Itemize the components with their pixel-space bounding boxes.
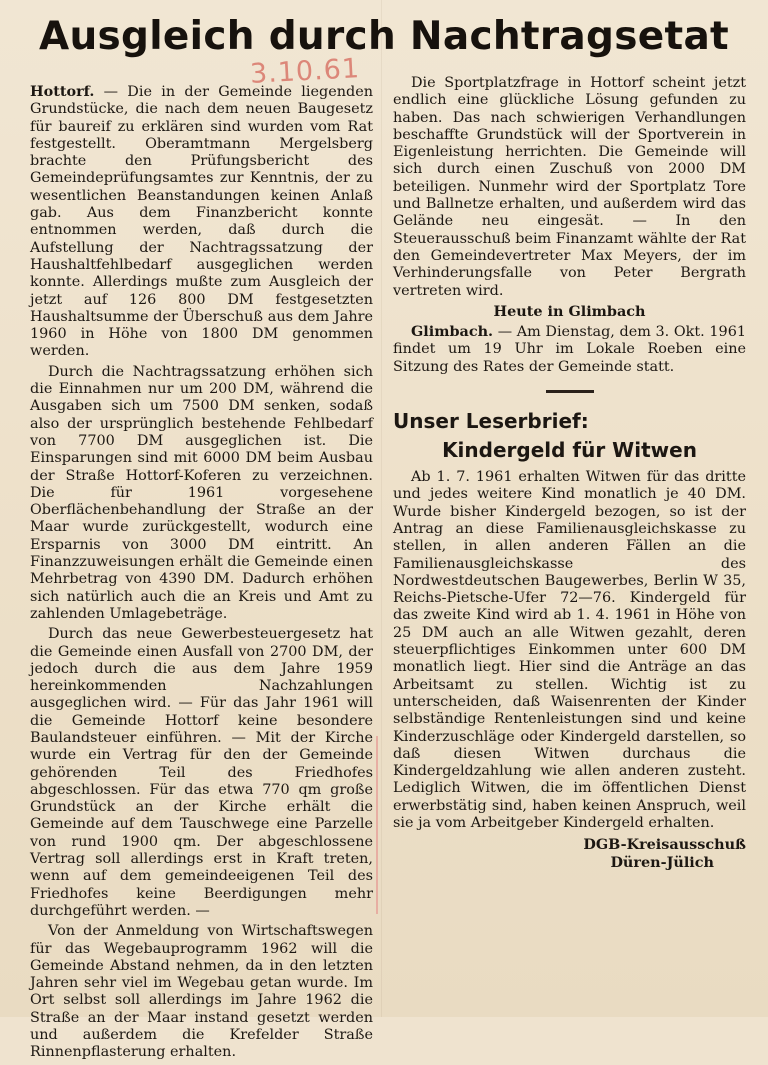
- letter-subheading: Kindergeld für Witwen: [442, 438, 697, 463]
- left-column: [30, 83, 373, 1065]
- letter-heading: Unser Leserbrief:: [393, 409, 589, 434]
- glimbach-paragraph: Glimbach. — Am Dienstag, dem 3. Okt. 1961 findet um 19 Uhr im Lokale Roeben eine Sitzung des Rates der Gemeinde statt.: [393, 323, 747, 375]
- article-paragraph-4: Von der Anmeldung von Wirtschaftswegen für das Wegebauprogramm 1962 will die Gemeinde Abstand nehmen, da in den letzten Jahren sehr viel im Wegebau getan wurde. Im Ort selbst soll allerdings im Jahre 1962 die Straße an der Maar instand gesetzt werden und außerdem die Krefelder Straße Rinnenpflasterung erhalten.: [30, 923, 373, 1061]
- article-paragraph-1: Hottorf. — Die in der Gemeinde liegenden Grundstücke, die nach dem neuen Baugesetz für baureif zu erklären sind wurden vom Rat festgestellt. Oberamtmann Mergelsberg brachte den Prüfungsbericht des Gemeindeprüfungsamtes zur Kenntnis, der zu wesentlichen Beanstandungen keinen Anlaß gab. Aus dem Finanzbericht konnte entnommen werden, daß durch die Aufstellung der Nachtragssatzung der Haushaltfehlbedarf ausgeglichen werden konnte. Allerdings mußte zum Ausgleich der jetzt auf 126 800 DM festgesetzten Haushaltsumme der Überschuß aus dem Jahre 1960 in Höhe von 1800 DM genommen werden.: [30, 83, 374, 360]
- column-fold: [381, 0, 382, 1017]
- headline: Ausgleich durch Nachtragsetat: [38, 14, 730, 59]
- signature-line-2: Düren-Jülich: [610, 853, 714, 871]
- letter-paragraph: Ab 1. 7. 1961 erhalten Witwen für das dritte und jedes weitere Kind monatlich je 40 DM. Wurde bisher Kindergeld bezogen, so ist der Antrag an diese Familienausgleichskasse zu stellen, in allen anderen Fällen an die Familienausgleichskasse des Nordwestdeutschen Baugewerbes, Berlin W 35, Reichs-Pietsche-Ufer 72—76. Kindergeld für das zweite Kind wird ab 1. 4. 1961 in Höhe von 25 DM auch an alle Witwen gezahlt, deren steuerpflichtiges Einkommen unter 600 DM monatlich liegt. Hier sind die Anträge an das Arbeitsamt zu stellen. Wichtig ist zu unterscheiden, daß Waisenrenten der Kinder selbständige Rentenleistungen sind und keine Kinderzuschläge oder Kindergeld darstellen, so daß diesen Witwen durchaus die Kindergeldzahlung wie allen anderen zusteht. Lediglich Witwen, die im öffentlichen Dienst erwerbstätig sind, haben keinen Anspruch, weil sie ja vom Arbeitgeber Kindergeld erhalten.: [393, 469, 746, 831]
- margin-marking: [376, 736, 378, 914]
- handwritten-date: 3.10.61: [249, 53, 361, 90]
- article-paragraph-3: Durch das neue Gewerbesteuergesetz hat die Gemeinde einen Ausfall von 2700 DM, der jedoch durch die aus dem Jahre 1959 hereinkommenden Nachzahlungen ausgeglichen wird. — Für das Jahr 1961 will die Gemeinde Hottorf keine besondere Baulandsteuer einführen. — Mit der Kirche wurde ein Vertrag für den der Gemeinde gehörenden Teil des Friedhofes abgeschlossen. Für das etwa 770 qm große Grundstück an der Kirche erhält die Gemeinde auf dem Tauschwege eine Parzelle von rund 1900 qm. Der abgeschlossene Vertrag soll allerdings erst in Kraft treten, wenn auf dem gemeindeeigenen Teil des Friedhofes keine Beerdigungen mehr durchgeführt werden. —: [30, 626, 373, 919]
- article-location: Hottorf.: [30, 83, 95, 100]
- article-paragraph-5: Die Sportplatzfrage in Hottorf scheint jetzt endlich eine glückliche Lösung gefunden zu haben. Das nach schwierigen Verhandlungen beschaffte Grundstück will der Sportverein in Eigenleistung herrichten. Die Gemeinde will sich durch einen Zuschuß von 2000 DM beteiligen. Nunmehr wird der Sportplatz Tore und Ballnetze erhalten, und außerdem wird das Gelände neu eingesät. — In den Steuerausschuß beim Finanzamt wählte der Rat den Gemeindevertreter Max Meyers, der im Verhinderungsfalle von Peter Bergrath vertreten wird.: [393, 75, 746, 299]
- section-separator: [546, 390, 594, 393]
- letter-signature: [393, 836, 746, 871]
- glimbach-heading: Heute in Glimbach: [493, 302, 646, 320]
- signature-line-1: DGB-Kreisausschuß: [583, 836, 746, 854]
- glimbach-location: Glimbach.: [411, 323, 494, 341]
- right-column: [393, 75, 746, 871]
- article-paragraph-2: Durch die Nachtragssatzung erhöhen sich die Einnahmen nur um 200 DM, während die Ausgaben sich um 7500 DM senken, sodaß also der ursprünglich bestehende Fehlbedarf von 7700 DM ausgeglichen ist. Die Einsparungen sind mit 6000 DM beim Ausbau der Straße Hottorf-Koferen zu verzeichnen. Die für 1961 vorgesehene Oberflächenbehandlung der Straße an der Maar wurde zurückgestellt, wodurch eine Ersparnis von 3000 DM eintritt. An Finanzzuweisungen erhält die Gemeinde einen Mehrbetrag von 4390 DM. Dadurch erhöhen sich natürlich auch die an Kreis und Amt zu zahlenden Umlagebeträge.: [30, 363, 373, 622]
